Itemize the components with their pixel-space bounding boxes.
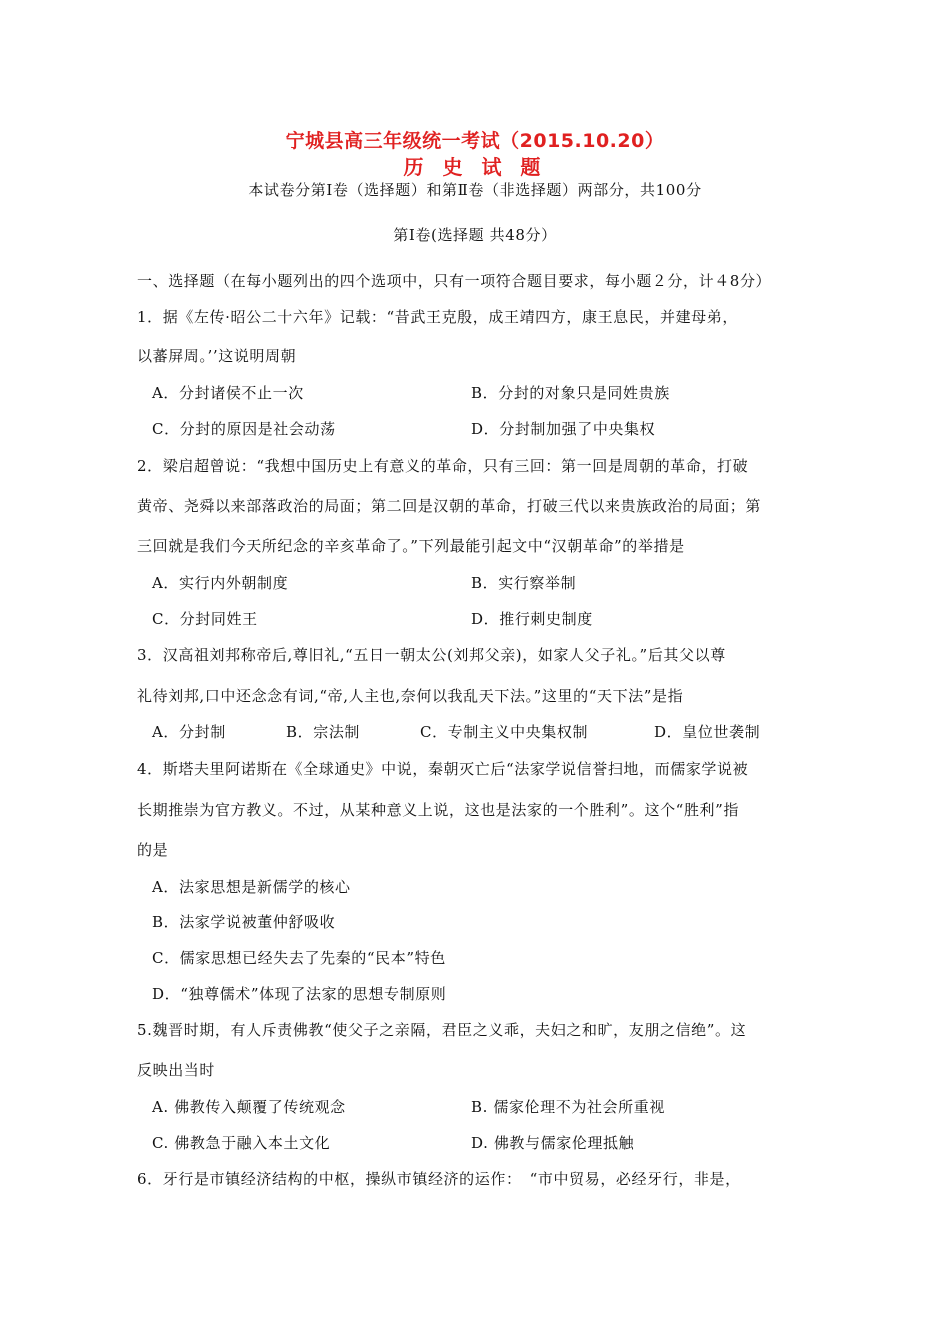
question-4-option-b: B．法家学说被董仲舒吸收 xyxy=(152,913,336,931)
question-5-line-2: 反映出当时 xyxy=(137,1061,216,1079)
question-3-line-1: 3．汉高祖刘邦称帝后,尊旧礼,“五日一朝太公(刘邦父亲)，如家人父子礼。”后其父以尊 xyxy=(137,646,726,664)
exam-intro: 本试卷分第Ⅰ卷（选择题）和第Ⅱ卷（非选择题）两部分，共100分 xyxy=(248,181,702,199)
question-1-option-a: A．分封诸侯不止一次 xyxy=(152,384,304,402)
question-1-option-c: C．分封的原因是社会动荡 xyxy=(152,420,336,438)
question-1-line-1: 1．据《左传·昭公二十六年》记载：“昔武王克殷，成王靖四方，康王息民，并建母弟， xyxy=(137,308,738,326)
subject-title: 历 史 试 题 xyxy=(403,155,547,179)
question-5-line-1: 5.魏晋时期，有人斥责佛教“使父子之亲隔，君臣之义乖，夫妇之和旷，友朋之信绝”。这 xyxy=(137,1021,747,1039)
question-3-line-2: 礼待刘邦,口中还念念有词,“帝,人主也,奈何以我乱天下法。”这里的“天下法”是指 xyxy=(137,687,684,705)
question-1-option-d: D．分封制加强了中央集权 xyxy=(471,420,656,438)
question-2-option-b: B．实行察举制 xyxy=(471,574,577,592)
question-6-line-1: 6．牙行是市镇经济结构的中枢，操纵市镇经济的运作： “市中贸易，必经牙行，非是， xyxy=(137,1170,741,1188)
question-5-option-b: B. 儒家伦理不为社会所重视 xyxy=(471,1098,665,1116)
question-5-option-d: D. 佛教与儒家伦理抵触 xyxy=(471,1134,635,1152)
question-1-line-2: 以蕃屏周。’’这说明周朝 xyxy=(137,347,297,365)
question-4-option-d: D．“独尊儒术”体现了法家的思想专制原则 xyxy=(152,985,447,1003)
question-3-option-a: A．分封制 xyxy=(152,723,226,741)
question-2-line-2: 黄帝、尧舜以来部落政治的局面；第二回是汉朝的革命，打破三代以来贵族政治的局面；第 xyxy=(137,497,762,515)
question-2-line-3: 三回就是我们今天所纪念的辛亥革命了。”下列最能引起文中“汉朝革命”的举措是 xyxy=(137,537,685,555)
question-4-option-c: C．儒家思想已经失去了先秦的“民本”特色 xyxy=(152,949,446,967)
question-5-option-c: C. 佛教急于融入本土文化 xyxy=(152,1134,331,1152)
question-2-line-1: 2．梁启超曾说：“我想中国历史上有意义的革命，只有三回：第一回是周朝的革命，打破 xyxy=(137,457,749,475)
question-4-line-2: 长期推崇为官方教义。不过，从某种意义上说，这也是法家的一个胜利”。这个“胜利”指 xyxy=(137,801,740,819)
exam-title: 宁城县高三年级统一考试（2015.10.20） xyxy=(285,130,665,152)
question-3-option-c: C．专制主义中央集权制 xyxy=(420,723,589,741)
question-2-option-a: A．实行内外朝制度 xyxy=(152,574,289,592)
question-3-option-b: B．宗法制 xyxy=(286,723,361,741)
question-2-option-d: D．推行刺史制度 xyxy=(471,610,593,628)
question-4-option-a: A．法家思想是新儒学的核心 xyxy=(152,878,351,896)
question-4-line-1: 4．斯塔夫里阿诺斯在《全球通史》中说，秦朝灭亡后“法家学说信誉扫地，而儒家学说被 xyxy=(137,760,749,778)
question-5-option-a: A. 佛教传入颠覆了传统观念 xyxy=(152,1098,346,1116)
question-3-option-d: D．皇位世袭制 xyxy=(654,723,761,741)
question-4-line-3: 的是 xyxy=(137,841,169,859)
question-2-option-c: C．分封同姓王 xyxy=(152,610,258,628)
question-1-option-b: B．分封的对象只是同姓贵族 xyxy=(471,384,670,402)
section-heading: 一、选择题（在每小题列出的四个选项中，只有一项符合题目要求，每小题２分，计４8分） xyxy=(137,272,772,290)
part-heading: 第Ⅰ卷(选择题 共48分） xyxy=(393,226,557,244)
